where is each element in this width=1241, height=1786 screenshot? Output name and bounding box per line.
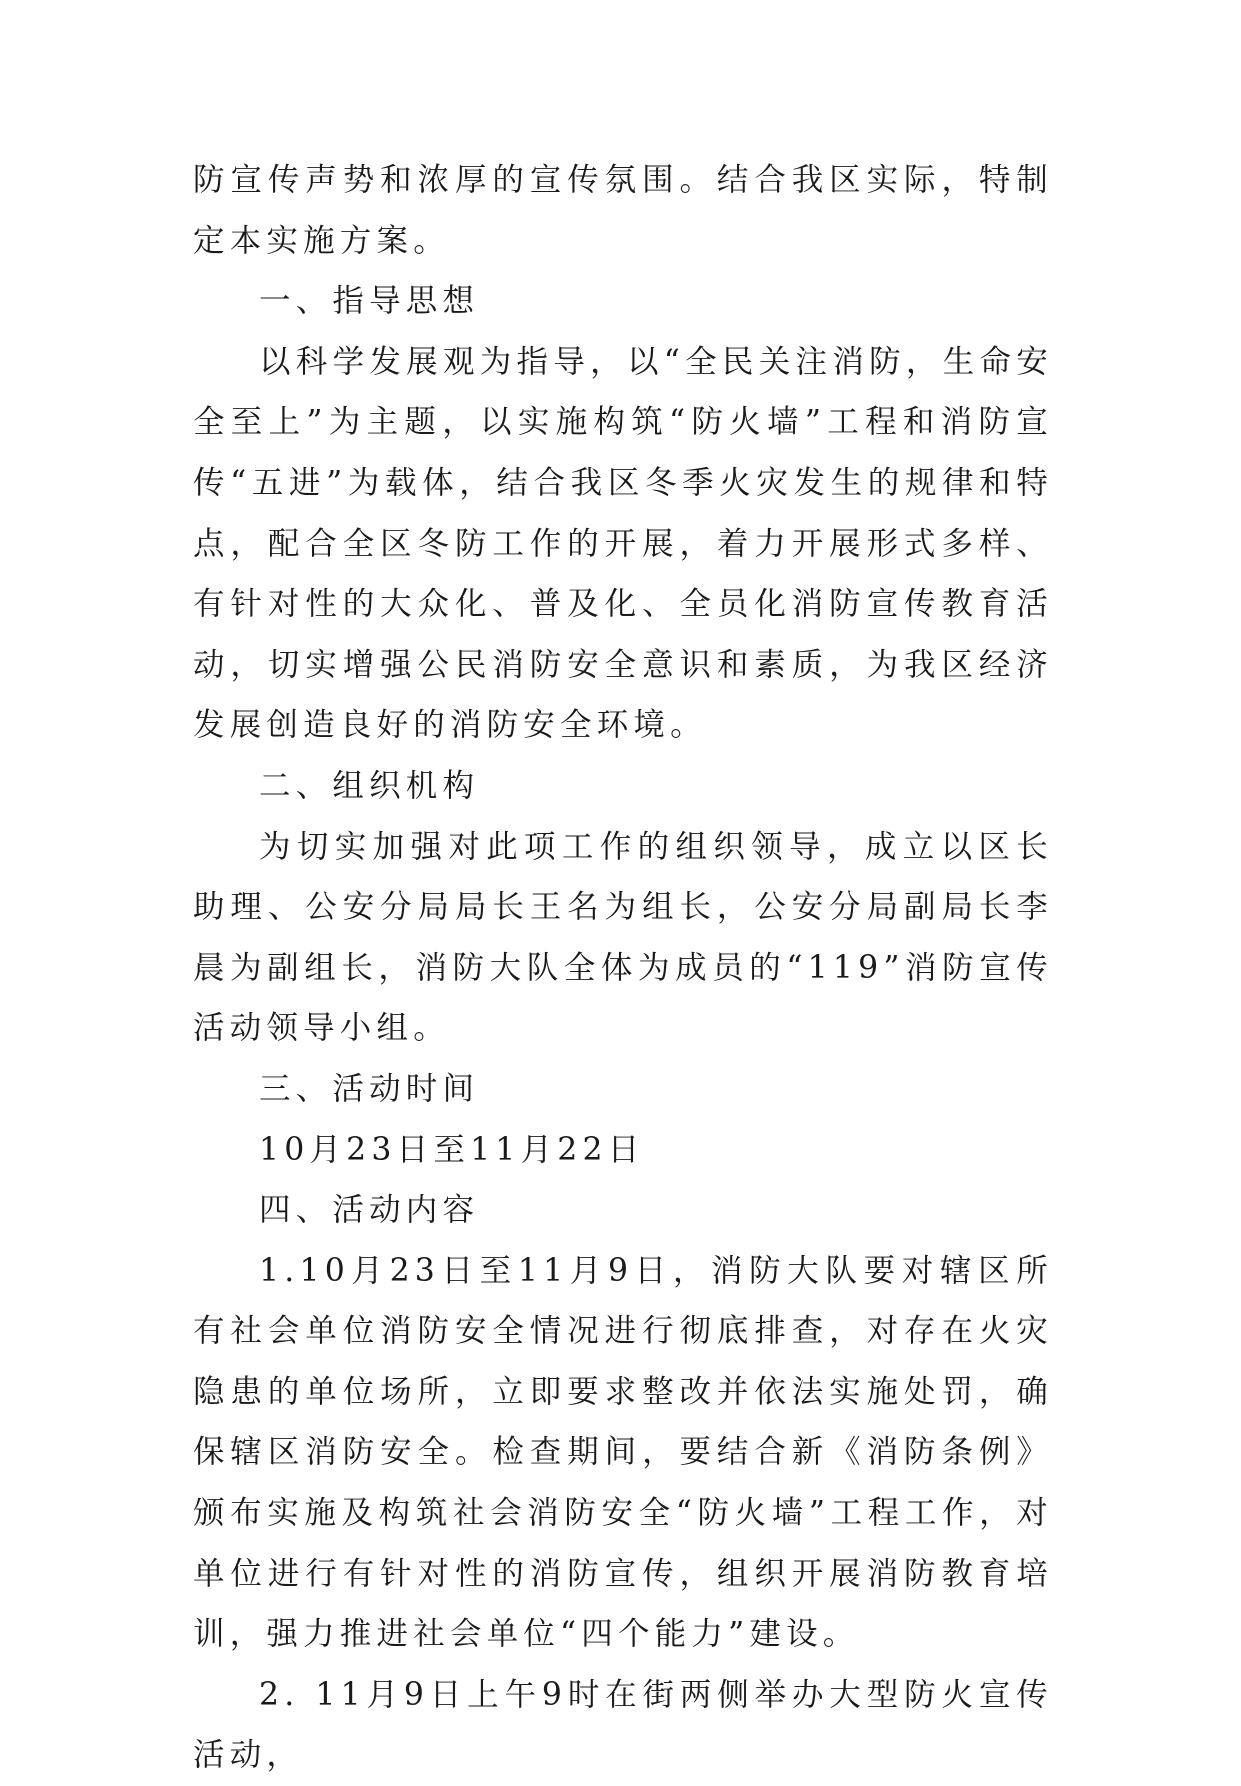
paragraph-intro-continuation: 防宣传声势和浓厚的宣传氛围。结合我区实际，特制定本实施方案。 bbox=[193, 162, 1053, 259]
heading-guiding-ideology: 一、指导思想 bbox=[259, 283, 480, 320]
paragraph-activity-item-2: 2. 11月9日上午9时在街两侧举办大型防火宣传活动， bbox=[193, 1676, 1053, 1774]
heading-organization: 二、组织机构 bbox=[259, 767, 480, 804]
paragraph-activity-item-1: 1.10月23日至11月9日，消防大队要对辖区所有社会单位消防安全情况进行彻底排查，对存在火灾隐患的单位场所，立即要求整改并依法实施处罚，确保辖区消防安全。检查期间，要结合新《消防条例》颁布实施及构筑社会消防安全“防火墙”工程工作，对单位进行有针对性的消防宣传，组织开展消防教育培训，强力推进社会单位“四个能力”建设。 bbox=[193, 1252, 1053, 1653]
document-body bbox=[193, 150, 1053, 1786]
heading-activity-content: 四、活动内容 bbox=[259, 1192, 480, 1229]
heading-activity-time: 三、活动时间 bbox=[259, 1070, 480, 1107]
paragraph-guiding-ideology: 以科学发展观为指导，以“全民关注消防，生命安全至上”为主题，以实施构筑“防火墙”工程和消防宣传“五进”为载体，结合我区冬季火灾发生的规律和特点，配合全区冬防工作的开展，着力开展形式多样、有针对性的大众化、普及化、全员化消防宣传教育活动，切实增强公民消防安全意识和素质，为我区经济发展创造良好的消防安全环境。 bbox=[193, 343, 1053, 744]
paragraph-organization: 为切实加强对此项工作的组织领导，成立以区长助理、公安分局局长王名为组长，公安分局副局长李晨为副组长，消防大队全体为成员的“119”消防宣传活动领导小组。 bbox=[193, 828, 1053, 1047]
paragraph-activity-time: 10月23日至11月22日 bbox=[259, 1131, 645, 1168]
